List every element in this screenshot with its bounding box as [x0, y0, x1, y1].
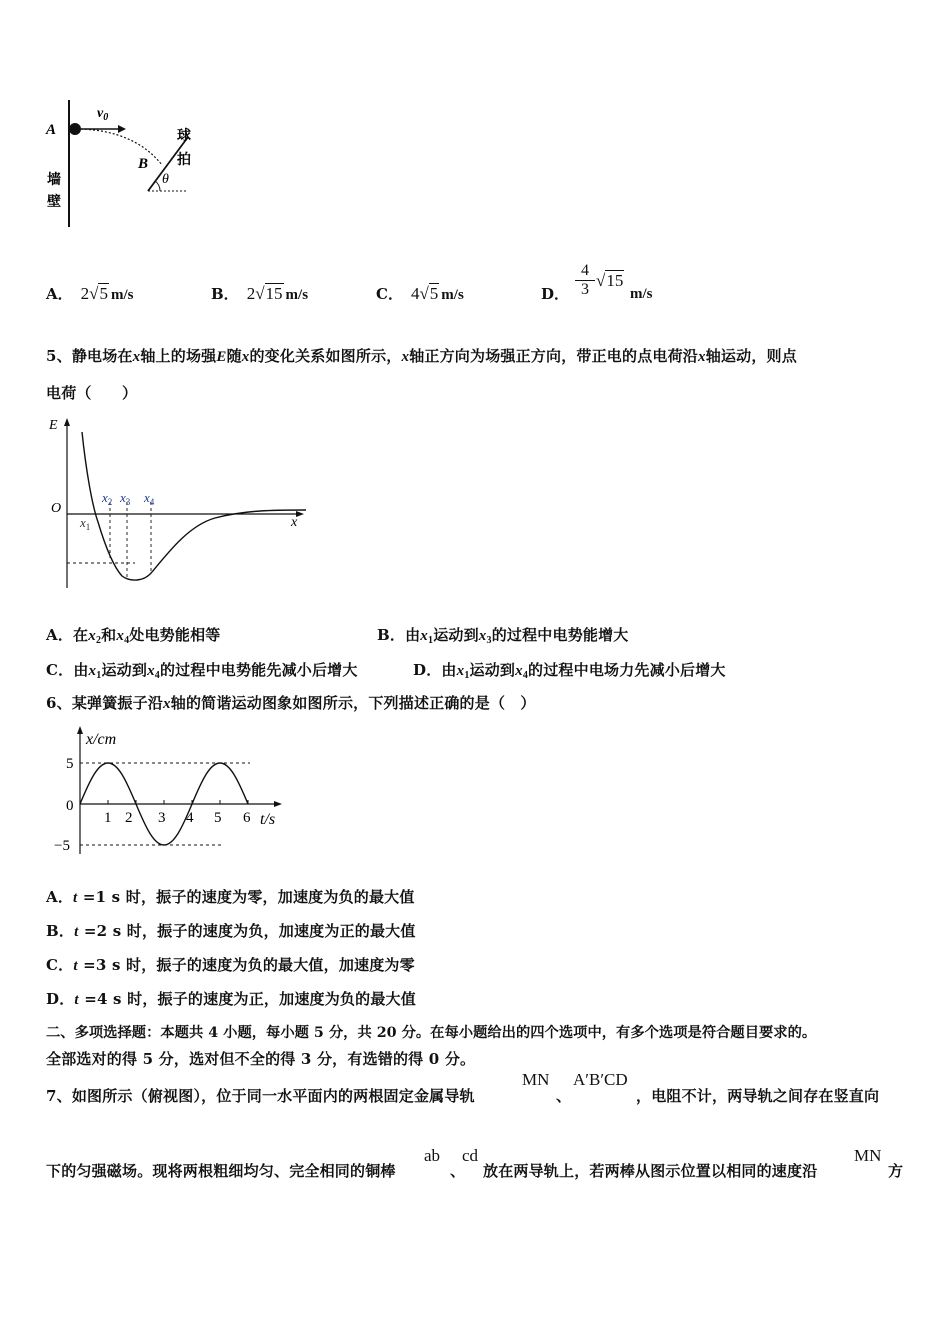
- q6-option-c[interactable]: C．t =3 s 时，振子的速度为负的最大值，加速度为零: [46, 956, 415, 974]
- tick-label-3: 3: [158, 810, 166, 826]
- q6-option-a[interactable]: A．t =1 s 时，振子的速度为零，加速度为负的最大值: [46, 888, 415, 906]
- q7-line1-a: 7、如图所示（俯视图），位于同一水平面内的两根固定金属导轨: [46, 1087, 475, 1105]
- section2-heading-line1: 二、多项选择题：本题共 4 小题，每小题 5 分，共 20 分。在每小题给出的四个选项中，有多个选项是符合题目要求的。: [46, 1025, 817, 1041]
- q7-line2-b: 放在两导轨上，若两棒从图示位置以相同的速度沿: [483, 1162, 818, 1180]
- q5-stem-line2: 电荷（ ）: [46, 384, 138, 402]
- trajectory-curve: [81, 129, 162, 165]
- q5-option-b[interactable]: B．由$x_1$运动到$x_3$的过程中电势能增大: [377, 626, 629, 646]
- t-axis-arrow: [274, 801, 282, 807]
- label-wall-2: 壁: [47, 195, 61, 210]
- ball-racket-figure: [40, 95, 210, 235]
- label-v0: $v_0$: [97, 106, 109, 123]
- q7-ab: ab: [424, 1146, 441, 1165]
- theta-arc: [155, 181, 160, 191]
- label-x3: $x_3$: [120, 490, 131, 507]
- q7-line1-b: ，电阻不计，两导轨之间存在竖直向: [636, 1087, 880, 1105]
- q4-option-d-unit: m/s: [630, 286, 653, 302]
- label-x1: $x_1$: [80, 515, 91, 532]
- shm-graph: [40, 722, 300, 857]
- label-wall-1: 墙: [47, 173, 61, 188]
- tick-label-4: 4: [186, 810, 194, 826]
- label-A: A: [46, 122, 57, 138]
- label-x4: $x_4$: [144, 490, 155, 507]
- label-E: E: [49, 418, 58, 433]
- e-axis-arrow: [64, 418, 70, 426]
- label-O: O: [51, 501, 62, 516]
- label-y-neg5: −5: [54, 838, 70, 854]
- q4-option-d[interactable]: D．: [541, 285, 570, 303]
- q4-option-d-root: √15: [596, 271, 624, 290]
- q4-option-c[interactable]: C． 4√5 m/s: [376, 284, 464, 303]
- q4-option-d-fraction: 4 3: [575, 262, 595, 299]
- q4-option-a[interactable]: A． 2√5 m/s: [46, 284, 134, 303]
- q7-sep2: 、: [450, 1162, 466, 1180]
- q6-option-d[interactable]: D．t =4 s 时，振子的速度为正，加速度为负的最大值: [46, 990, 416, 1008]
- q7-line2-a: 下的匀强磁场。现将两根粗细均匀、完全相同的铜棒: [46, 1162, 396, 1180]
- label-x-axis: x: [291, 515, 298, 530]
- q7-sep: 、: [556, 1087, 572, 1105]
- label-x2: $x_2$: [102, 490, 113, 507]
- q6-option-b[interactable]: B．t =2 s 时，振子的速度为负，加速度为正的最大值: [46, 922, 416, 940]
- ball: [69, 123, 81, 135]
- q7-line2-c: 方: [888, 1162, 904, 1180]
- tick-label-1: 1: [104, 810, 112, 826]
- label-racket-1: 球: [177, 129, 191, 144]
- q5-option-c[interactable]: C．由$x_1$运动到$x_4$的过程中电势能先减小后增大: [46, 661, 358, 681]
- label-B: B: [138, 156, 149, 172]
- x-cm-axis-arrow: [77, 726, 83, 734]
- e-field-graph: [40, 410, 310, 595]
- e-curve: [82, 432, 306, 580]
- q7-abcd: A′B′CD: [573, 1070, 628, 1089]
- q5-option-d[interactable]: D．由$x_1$运动到$x_4$的过程中电场力先减小后增大: [413, 661, 726, 681]
- q7-mn: MN: [522, 1070, 550, 1089]
- q7-mn2: MN: [854, 1146, 882, 1165]
- tick-label-2: 2: [125, 810, 133, 826]
- tick-label-6: 6: [243, 810, 251, 826]
- label-x-cm: x/cm: [86, 731, 117, 748]
- velocity-arrowhead: [118, 125, 126, 133]
- section2-heading-line2: 全部选对的得 5 分，选对但不全的得 3 分，有选错的得 0 分。: [46, 1050, 476, 1068]
- label-y-0: 0: [66, 798, 74, 814]
- q4-option-b[interactable]: B． 2√15 m/s: [211, 284, 309, 303]
- label-theta: θ: [162, 172, 169, 187]
- q7-cd: cd: [462, 1146, 479, 1165]
- label-t-s: t/s: [260, 811, 276, 828]
- label-racket-2: 拍: [177, 153, 191, 168]
- tick-label-5: 5: [214, 810, 222, 826]
- q6-stem: 6、某弹簧振子沿x轴的简谐运动图象如图所示，下列描述正确的是（ ）: [46, 694, 536, 712]
- label-y-5: 5: [66, 756, 74, 772]
- q5-stem-line1: 5、静电场在x轴上的场强E随x的变化关系如图所示，x轴正方向为场强正方向，带正电的点电荷沿x轴运动，则点: [46, 347, 797, 365]
- q5-option-a[interactable]: A．在$x_2$和$x_4$处电势能相等: [46, 626, 221, 646]
